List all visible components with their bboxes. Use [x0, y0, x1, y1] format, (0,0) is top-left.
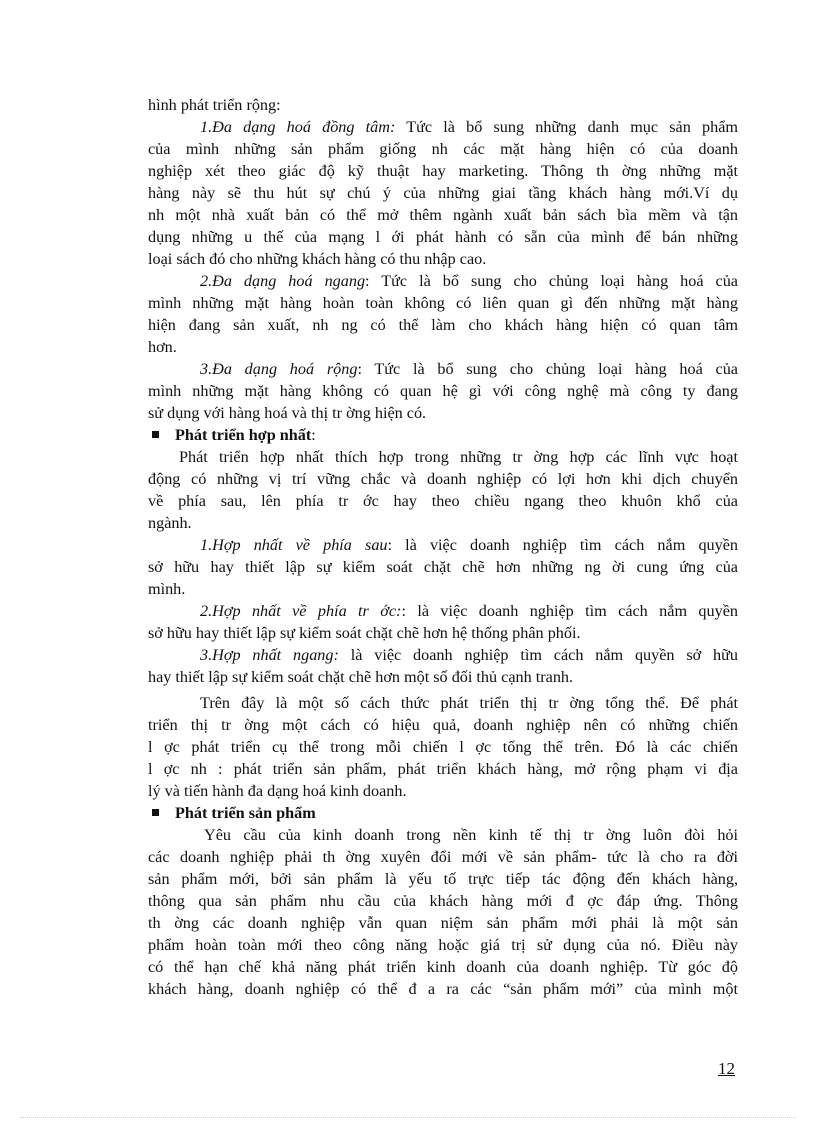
text-line: về phía sau, lên phía tr ớc hay theo chiều ngang theo khuôn khổ của — [148, 492, 738, 510]
text-line: Yêu cầu của kinh doanh trong nền kinh tế thị tr ờng luôn đòi hỏi — [204, 826, 738, 844]
text-run: : Tức là bổ sung cho chủng loại hàng hoá của — [365, 272, 738, 290]
text-line: hiện đang sản xuất, nh ng có thể làm cho khách hàng hiện có quan tâm — [148, 316, 738, 334]
text-line: sở hữu hay thiết lập sự kiểm soát chặt chẽ hơn hệ thống phân phối. — [148, 624, 581, 642]
text-line: th ờng các doanh nghiệp vẫn quan niệm sản phẩm mới phải là một sản — [148, 914, 738, 932]
italic-term: 1.Đa dạng hoá đồng tâm: — [200, 118, 396, 136]
page-number: 12 — [718, 1059, 735, 1078]
heading-colon: : — [311, 426, 316, 444]
text-line: dụng những u thế của mạng l ới phát hành có sẵn của mình để bán những — [148, 228, 738, 246]
text-line: mình những mặt hàng không có quan hệ gì với công nghệ mà công ty đang — [148, 382, 738, 400]
text-line: sản phẩm mới, bởi sản phẩm là yếu tố trực tiếp tác động đến khách hàng, — [148, 870, 738, 888]
text-run: là việc doanh nghiệp tìm cách nắm quyền sở hữu — [338, 646, 739, 664]
paragraph-ngang — [148, 270, 738, 292]
paragraph-hn-ngang — [148, 644, 738, 666]
text-line: khách hàng, doanh nghiệp có thể đ a ra các “sản phẩm mới” của mình một — [148, 980, 738, 998]
text-line: hàng này sẽ thu hút sự chú ý của những giai tầng khách hàng mới.Ví dụ — [148, 184, 738, 202]
text-line: nghiệp xét theo giác độ kỹ thuật hay marketing. Thông th ờng những mặt — [148, 162, 738, 180]
page-body — [148, 94, 738, 1000]
text-line: loại sách đó cho những khách hàng có thu nhập cao. — [148, 250, 487, 268]
text-line: Phát triển hợp nhất thích hợp trong những tr ờng hợp các lĩnh vực hoạt — [179, 448, 738, 466]
text-line: hình phát triển rộng: — [148, 96, 281, 114]
text-run: : là việc doanh nghiệp tìm cách nắm quyền — [401, 602, 738, 620]
paragraph-hn-truoc — [148, 600, 738, 622]
text-line: có thể hạn chế khả năng phát triển kinh doanh của doanh nghiệp. Từ góc độ — [148, 958, 738, 976]
text-line: của mình những sản phẩm giống nh các mặt hàng hiện có của doanh — [148, 140, 738, 158]
bullet-square-icon — [152, 809, 159, 816]
text-line: phẩm hoàn toàn mới theo công năng hoặc giá trị sử dụng của nó. Điều này — [148, 936, 738, 954]
text-line: l ợc nh : phát triển sản phẩm, phát triển khách hàng, mở rộng phạm vi địa — [148, 760, 738, 778]
page-bottom-divider — [20, 1117, 796, 1118]
heading-text: Phát triển sản phẩm — [175, 804, 316, 822]
italic-term: 2.Đa dạng hoá ngang — [200, 272, 366, 290]
paragraph-hn-sau — [148, 534, 738, 556]
text-line: ngành. — [148, 514, 192, 532]
section-heading-hop-nhat — [152, 424, 738, 446]
text-run: : Tức là bổ sung cho chủng loại hàng hoá của — [357, 360, 738, 378]
bullet-square-icon — [152, 431, 159, 438]
text-run: : là việc doanh nghiệp tìm cách nắm quyền — [387, 536, 738, 554]
text-line: hay thiết lập sự kiểm soát chặt chẽ hơn một số đối thủ cạnh tranh. — [148, 668, 574, 686]
text-line: các doanh nghiệp phải th ờng xuyên đổi mới về sản phẩm- tức là cho ra đời — [148, 848, 738, 866]
italic-term: 3.Đa dạng hoá rộng — [200, 360, 358, 378]
section-heading-san-pham — [152, 802, 738, 824]
text-line: triển thị tr ờng một cách có hiệu quả, doanh nghiệp nên có những chiến — [148, 716, 738, 734]
text-line: nh một nhà xuất bản có thể mở thêm ngành xuất bản sách bìa mềm và tận — [148, 206, 738, 224]
paragraph-rong — [148, 358, 738, 380]
text-line: lý và tiến hành đa dạng hoá kinh doanh. — [148, 782, 407, 800]
text-line: mình. — [148, 580, 186, 598]
text-line: mình những mặt hàng hoàn toàn không có liên quan gì đến những mặt hàng — [148, 294, 738, 312]
text-line: sử dụng với hàng hoá và thị tr ờng hiện có. — [148, 404, 427, 422]
italic-term: 1.Hợp nhất về phía sau — [200, 536, 388, 554]
text-line: l ợc phát triển cụ thể trong mỗi chiến l ợc tổng thể trên. Đó là các chiến — [148, 738, 738, 756]
text-line: Trên đây là một số cách thức phát triển thị tr ờng tổng thể. Để phát — [200, 694, 738, 712]
italic-term: 3.Hợp nhất ngang: — [200, 646, 339, 664]
text-line: hơn. — [148, 338, 177, 356]
text-line: thông qua sản phẩm nhu cầu của khách hàng mới đ ợc đáp ứng. Thông — [148, 892, 738, 910]
text-line: động có những vị trí vững chắc và doanh nghiệp có lợi hơn khi dịch chuyển — [148, 470, 738, 488]
heading-text: Phát triển hợp nhất — [175, 426, 312, 444]
text-run: Tức là bổ sung những danh mục sản phẩm — [406, 118, 738, 136]
paragraph-dong-tam — [148, 116, 738, 138]
text-line: sở hữu hay thiết lập sự kiểm soát chặt chẽ hơn những ng ời cung ứng của — [148, 558, 738, 576]
italic-term: 2.Hợp nhất về phía tr ớc: — [200, 602, 402, 620]
